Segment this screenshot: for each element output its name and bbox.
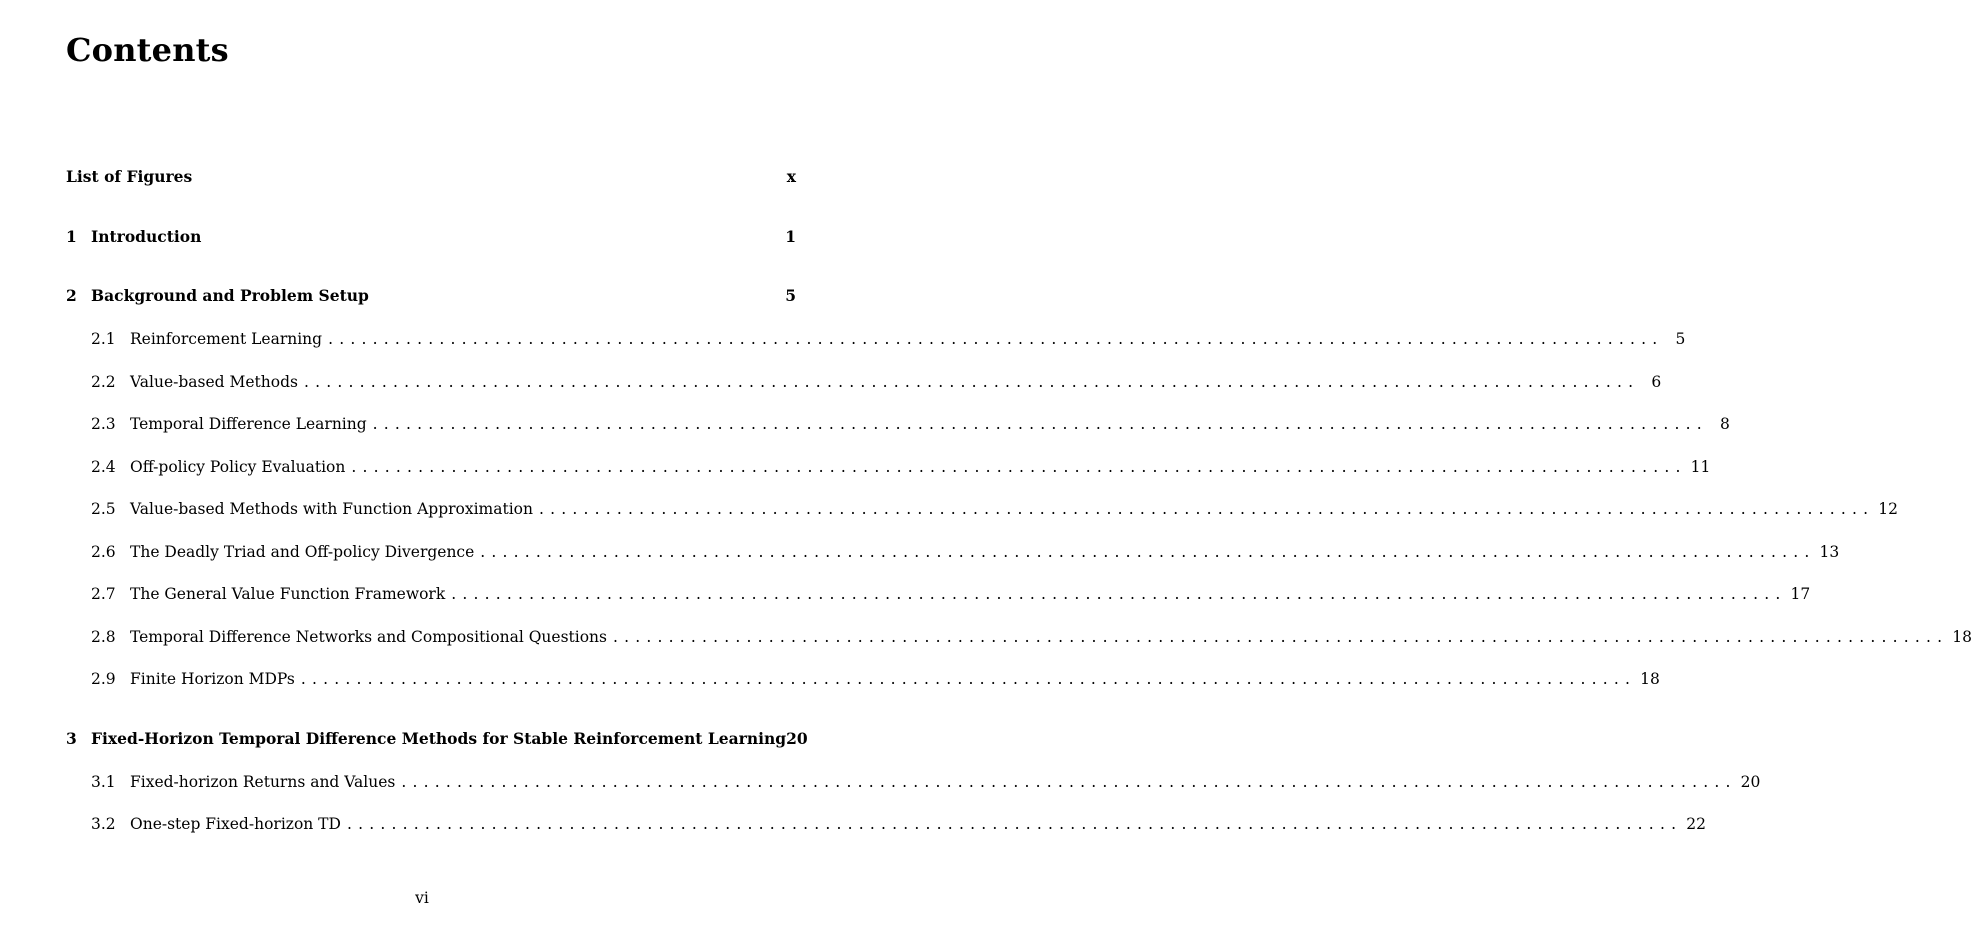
page-title: Contents xyxy=(66,31,229,69)
dot-leader: ........................................................................................................................ xyxy=(328,330,1664,348)
dot-leader: ........................................................................................................................ xyxy=(451,585,1787,603)
dot-leader: ........................................................................................................................ xyxy=(372,415,1708,433)
toc-entry-section-2-8[interactable] xyxy=(91,625,1972,649)
toc-entry-page: 17 xyxy=(1790,585,1811,603)
toc-entry-number: 3 xyxy=(66,729,77,748)
toc-entry-title: One-step Fixed-horizon TD xyxy=(130,815,341,833)
dot-leader: ........................................................................................................................ xyxy=(346,815,1683,833)
toc-entry-number: 3.2 xyxy=(91,815,116,833)
toc-entry-chapter-1[interactable] xyxy=(66,225,796,249)
toc-entry-number: 2 xyxy=(66,286,77,305)
toc-entry-page: 20 xyxy=(786,729,808,748)
toc-entry-title: Introduction xyxy=(91,227,202,246)
dot-leader: ........................................................................................................................ xyxy=(539,500,1875,518)
toc-entry-number: 2.1 xyxy=(91,330,116,348)
toc-entry-section-3-2[interactable] xyxy=(91,812,1706,836)
toc-entry-number: 2.6 xyxy=(91,543,116,561)
toc-entry-chapter-3[interactable] xyxy=(66,727,808,751)
toc-entry-section-2-1[interactable] xyxy=(91,327,1686,351)
toc-entry-number: 1 xyxy=(66,227,77,246)
dot-leader: ........................................................................................................................ xyxy=(300,670,1637,688)
dot-leader: ........................................................................................................................ xyxy=(480,543,1816,561)
dot-leader: ........................................................................................................................ xyxy=(303,373,1640,391)
toc-entry-title: Value-based Methods with Function Approximation xyxy=(130,500,533,518)
toc-entry-number: 2.7 xyxy=(91,585,116,603)
toc-entry-section-3-1[interactable] xyxy=(91,770,1761,794)
toc-entry-section-2-5[interactable] xyxy=(91,497,1898,521)
toc-entry-number: 3.1 xyxy=(91,773,116,791)
toc-entry-number: 2.8 xyxy=(91,628,116,646)
toc-entry-page: x xyxy=(786,167,796,186)
toc-entry-section-2-4[interactable] xyxy=(91,455,1711,479)
toc-entry-title: Reinforcement Learning xyxy=(130,330,323,348)
toc-entry-number: 2.4 xyxy=(91,458,116,476)
toc-entry-section-2-7[interactable] xyxy=(91,582,1811,606)
toc-entry-number: 2.3 xyxy=(91,415,116,433)
toc-entry-page: 8 xyxy=(1720,415,1730,433)
toc-entry-number: 2.2 xyxy=(91,373,116,391)
toc-entry-section-2-2[interactable] xyxy=(91,370,1662,394)
page-number: vi xyxy=(415,889,429,907)
toc-entry-page: 6 xyxy=(1651,373,1662,391)
toc-entry-title: Background and Problem Setup xyxy=(91,286,369,305)
dot-leader: ........................................................................................................................ xyxy=(401,773,1737,791)
toc-entry-title: The Deadly Triad and Off-policy Divergence xyxy=(130,543,475,561)
toc-entry-section-2-9[interactable] xyxy=(91,667,1660,691)
toc-entry-page: 13 xyxy=(1819,543,1840,561)
toc-entry-title: Fixed-horizon Returns and Values xyxy=(130,773,396,791)
toc-entry-title: Finite Horizon MDPs xyxy=(130,670,295,688)
toc-entry-title: Off-policy Policy Evaluation xyxy=(130,458,346,476)
toc-entry-page: 1 xyxy=(785,227,796,246)
toc-entry-page: 22 xyxy=(1686,815,1706,833)
toc-entry-page: 20 xyxy=(1740,773,1761,791)
toc-entry-page: 12 xyxy=(1878,500,1898,518)
toc-entry-title: Fixed-Horizon Temporal Difference Methods for Stable Reinforcement Learning xyxy=(91,729,787,748)
toc-entry-section-2-6[interactable] xyxy=(91,540,1840,564)
toc-entry-title: The General Value Function Framework xyxy=(130,585,446,603)
dot-leader: ........................................................................................................................ xyxy=(612,628,1949,646)
toc-entry-page: 11 xyxy=(1690,458,1711,476)
toc-entry-title: Temporal Difference Networks and Compositional Questions xyxy=(130,628,607,646)
toc-entry-number: 2.5 xyxy=(91,500,116,518)
dot-leader: ........................................................................................................................ xyxy=(351,458,1687,476)
toc-entry-page: 18 xyxy=(1640,670,1660,688)
toc-entry-chapter-2[interactable] xyxy=(66,284,796,308)
toc-entry-title: Value-based Methods xyxy=(130,373,298,391)
toc-entry-section-2-3[interactable] xyxy=(91,412,1730,436)
toc-entry-number: 2.9 xyxy=(91,670,116,688)
toc-entry-page: 18 xyxy=(1952,628,1972,646)
toc-entry-title: Temporal Difference Learning xyxy=(130,415,367,433)
toc-entry-page: 5 xyxy=(785,286,796,305)
toc-entry-title: List of Figures xyxy=(66,167,193,186)
toc-entry-page: 5 xyxy=(1675,330,1686,348)
toc-entry-list-of-figures[interactable] xyxy=(66,165,796,189)
